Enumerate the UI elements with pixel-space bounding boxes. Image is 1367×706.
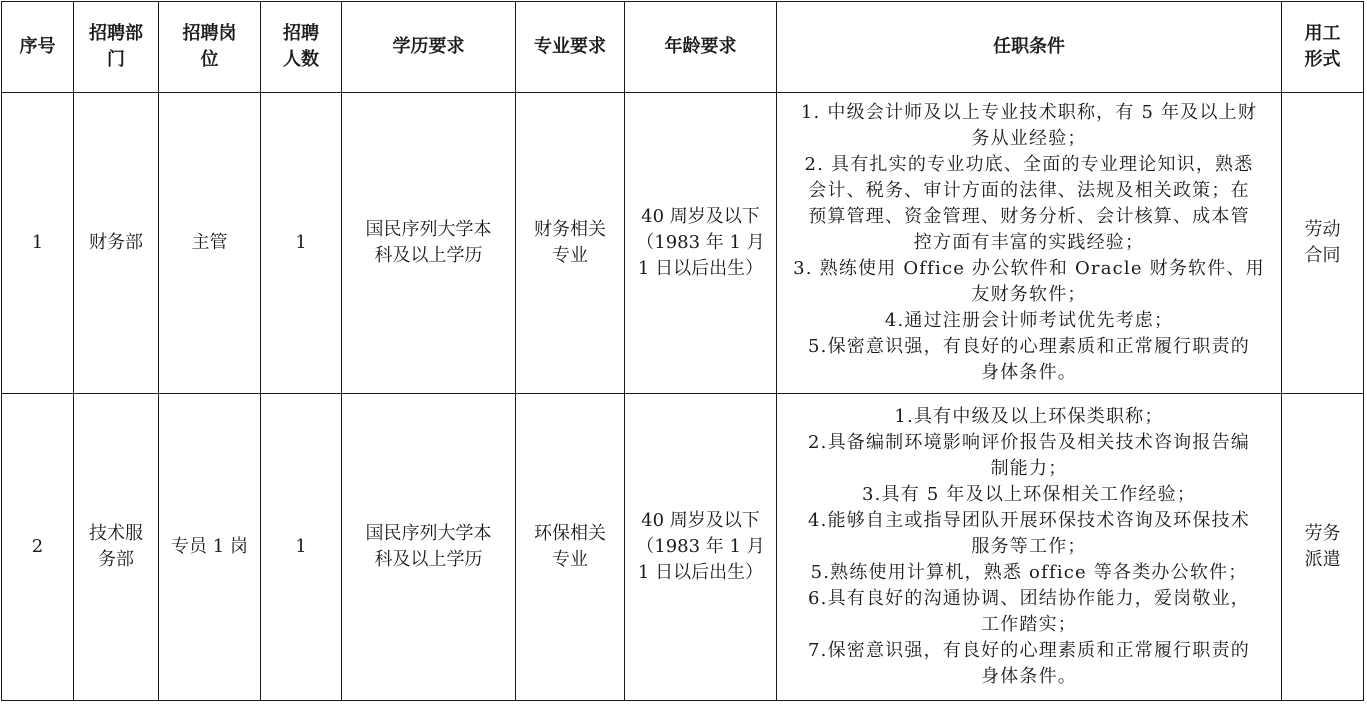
- cell-position: 主管: [159, 93, 261, 394]
- header-index: [2, 2, 74, 93]
- header-employment: [1282, 2, 1364, 93]
- cell-conditions: [777, 93, 1282, 394]
- header-department-line1: 招聘部: [89, 23, 143, 44]
- cell-major-line2: 专业: [552, 245, 588, 266]
- cell-employment: [1282, 93, 1364, 394]
- condition-line: 控方面有丰富的实践经验；: [913, 232, 1145, 253]
- cell-employment-line1: 劳务: [1304, 523, 1341, 544]
- cell-major: [516, 93, 625, 394]
- condition-line: 预算管理、资金管理、财务分析、会计核算、成本管: [808, 206, 1250, 227]
- condition-line: 3.具有 5 年及以上环保相关工作经验；: [861, 484, 1197, 505]
- header-conditions-text: 任职条件: [993, 36, 1065, 57]
- cell-education-line1: 国民序列大学本: [365, 523, 492, 544]
- cell-major-line1: 环保相关: [534, 523, 606, 544]
- cell-age-line2: （1983 年 1 月: [636, 536, 765, 557]
- header-position-line2: 位: [200, 49, 219, 70]
- recruitment-table: [1, 1, 1364, 701]
- header-department: [74, 2, 159, 93]
- condition-line: 工作踏实；: [981, 614, 1077, 635]
- cell-age-line2: （1983 年 1 月: [636, 232, 765, 253]
- condition-line: 1.具有中级及以上环保类职称；: [894, 406, 1164, 427]
- cell-major-line1: 财务相关: [534, 219, 606, 240]
- table-row: [2, 93, 1364, 394]
- header-conditions: [777, 2, 1282, 93]
- condition-line: 服务等工作；: [971, 536, 1087, 557]
- cell-education: [342, 394, 516, 701]
- condition-line: 6.具有良好的沟通协调、团结协作能力，爱岗敬业，: [808, 588, 1250, 609]
- cell-age-line3: 1 日以后出生）: [637, 562, 764, 583]
- cell-employment: [1282, 394, 1364, 701]
- cell-age-line1: 40 周岁及以下: [641, 510, 760, 531]
- header-age: [625, 2, 777, 93]
- cell-employment-line1: 劳动: [1304, 219, 1341, 240]
- cell-employment-line2: 合同: [1304, 245, 1341, 266]
- condition-line: 1. 中级会计师及以上专业技术职称，有 5 年及以上财: [800, 102, 1258, 123]
- cell-age-line1: 40 周岁及以下: [641, 206, 760, 227]
- header-row: [2, 2, 1364, 93]
- cell-education: [342, 93, 516, 394]
- header-count: [261, 2, 342, 93]
- cell-count: 1: [261, 394, 342, 701]
- cell-department-line1: 财务部: [89, 232, 143, 253]
- header-age-text: 年龄要求: [664, 36, 737, 57]
- condition-line: 身体条件。: [981, 666, 1077, 687]
- condition-line: 2.具备编制环境影响评价报告及相关技术咨询报告编: [808, 432, 1250, 453]
- cell-position: 专员 1 岗: [159, 394, 261, 701]
- header-employment-line1: 用工: [1304, 23, 1341, 44]
- condition-line: 友财务软件；: [971, 284, 1087, 305]
- header-education-text: 学历要求: [392, 36, 465, 57]
- cell-employment-line2: 派遣: [1304, 549, 1341, 570]
- header-employment-line2: 形式: [1304, 49, 1341, 70]
- condition-line: 制能力；: [990, 458, 1068, 479]
- header-count-line2: 人数: [283, 49, 319, 70]
- cell-education-line1: 国民序列大学本: [365, 219, 492, 240]
- cell-education-line2: 科及以上学历: [374, 549, 483, 570]
- header-education: [342, 2, 516, 93]
- condition-line: 3. 熟练使用 Office 办公软件和 Oracle 财务软件、用: [793, 258, 1265, 279]
- cell-major: [516, 394, 625, 701]
- cell-department: [74, 394, 159, 701]
- condition-line: 会计、税务、审计方面的法律、法规及相关政策；在: [808, 180, 1250, 201]
- cell-age: [625, 394, 777, 701]
- condition-line: 7.保密意识强，有良好的心理素质和正常履行职责的: [808, 640, 1250, 661]
- cell-count: 1: [261, 93, 342, 394]
- header-major: [516, 2, 625, 93]
- cell-age-line3: 1 日以后出生）: [637, 258, 764, 279]
- condition-line: 4.能够自主或指导团队开展环保技术咨询及环保技术: [808, 510, 1250, 531]
- cell-department-line2: 务部: [98, 549, 134, 570]
- header-position-line1: 招聘岗: [182, 23, 237, 44]
- condition-line: 5.熟练使用计算机，熟悉 office 等各类办公软件；: [810, 562, 1248, 583]
- header-position: [159, 2, 261, 93]
- header-index-text: 序号: [19, 36, 56, 57]
- cell-age: [625, 93, 777, 394]
- condition-line: 5.保密意识强，有良好的心理素质和正常履行职责的: [808, 336, 1250, 357]
- cell-education-line2: 科及以上学历: [374, 245, 483, 266]
- header-department-line2: 门: [107, 49, 125, 70]
- cell-major-line2: 专业: [552, 549, 588, 570]
- cell-index: 1: [2, 93, 74, 394]
- cell-conditions: [777, 394, 1282, 701]
- condition-line: 2. 具有扎实的专业功底、全面的专业理论知识，熟悉: [804, 154, 1254, 175]
- condition-line: 务从业经验；: [971, 128, 1087, 149]
- cell-index: 2: [2, 394, 74, 701]
- condition-line: 身体条件。: [981, 362, 1077, 383]
- cell-department: [74, 93, 159, 394]
- header-major-text: 专业要求: [534, 36, 606, 57]
- condition-line: 4.通过注册会计师考试优先考虑；: [884, 310, 1174, 331]
- cell-department-line1: 技术服: [89, 523, 143, 544]
- header-count-line1: 招聘: [283, 23, 319, 44]
- table-row: [2, 394, 1364, 701]
